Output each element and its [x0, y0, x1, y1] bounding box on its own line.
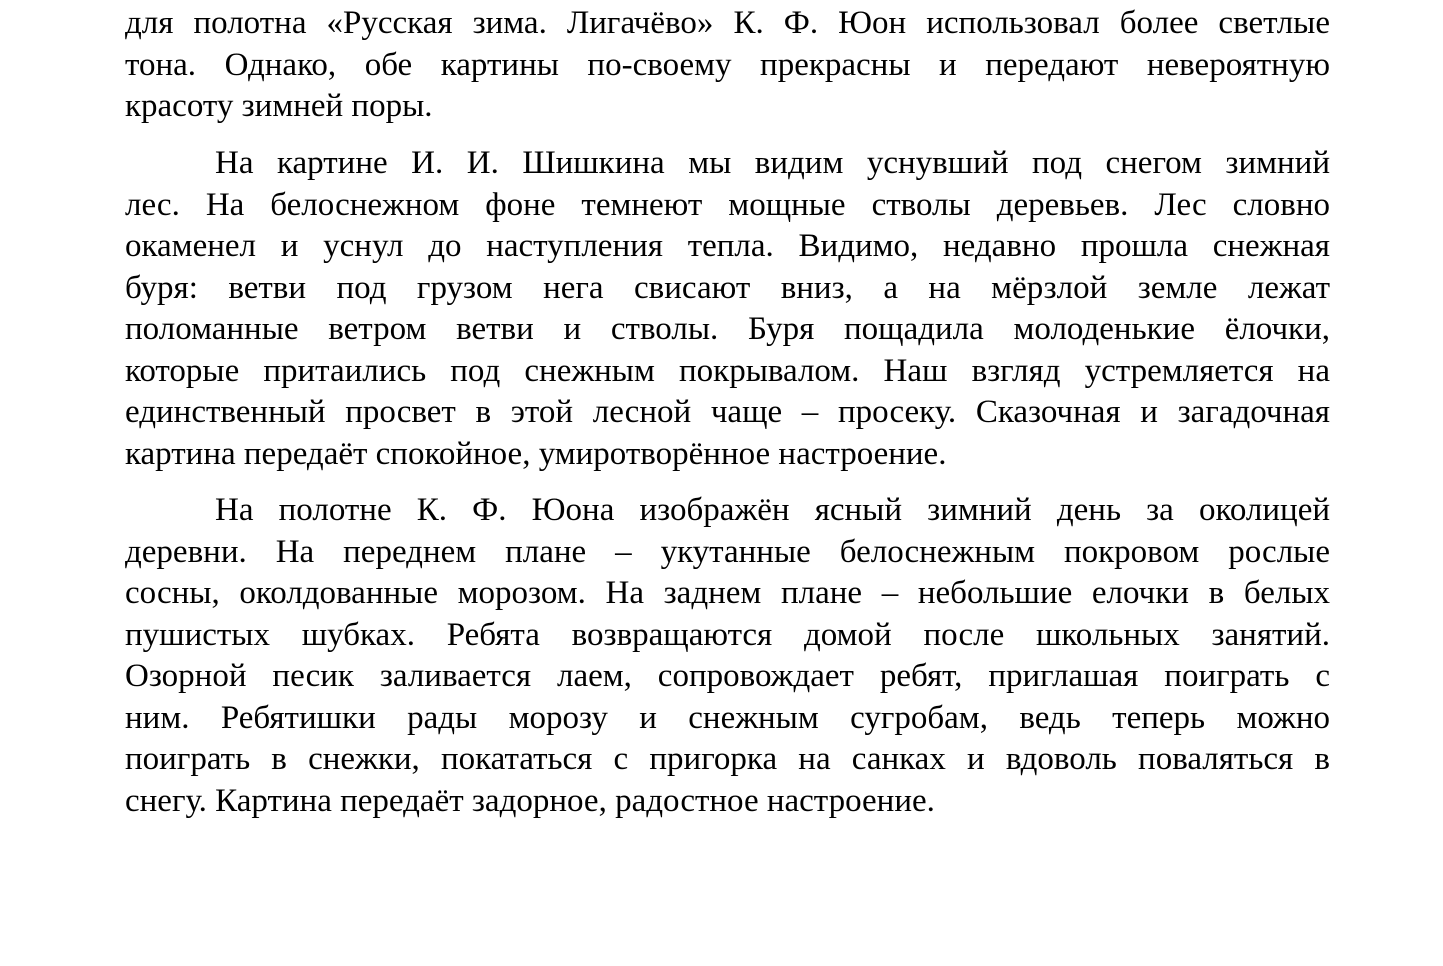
text-line: окаменел и уснул до наступления тепла. Видимо, недавно прошла снежная — [125, 228, 1330, 264]
text-line: буря: ветви под грузом нега свисают вниз, а на мёрзлой земле лежат — [125, 269, 1330, 306]
text-line: лес. На белоснежном фоне темнеют мощные стволы деревьев. Лес словно — [125, 186, 1330, 223]
text-line: сосны, околдованные морозом. На заднем плане – небольшие елочки в белых — [125, 575, 1330, 611]
paragraph-2 — [125, 143, 1330, 475]
text-line: На картине И. И. Шишкина мы видим уснувший под снегом зимний — [215, 145, 1330, 181]
text-line: снегу. Картина передаёт задорное, радостное настроение. — [125, 782, 935, 819]
text-line: деревни. На переднем плане – укутанные белоснежным покровом рослые — [125, 533, 1330, 570]
text-line: Озорной песик заливается лаем, сопровождает ребят, приглашая поиграть с — [125, 658, 1330, 694]
text-line: для полотна «Русская зима. Лигачёво» К. Ф. Юон использовал более светлые — [125, 5, 1330, 41]
text-line: тона. Однако, обе картины по-своему прекрасны и передают невероятную — [125, 46, 1330, 83]
text-line: красоту зимней поры. — [125, 88, 433, 124]
text-line: ним. Ребятишки рады морозу и снежным сугробам, ведь теперь можно — [125, 699, 1330, 736]
text-line: На полотне К. Ф. Юона изображён ясный зимний день за околицей — [215, 492, 1330, 528]
text-line: поломанные ветром ветви и стволы. Буря пощадила молоденькие ёлочки, — [125, 311, 1330, 347]
paragraph-1 — [125, 3, 1330, 128]
text-line: которые притаились под снежным покрывалом. Наш взгляд устремляется на — [125, 352, 1330, 389]
text-line: картина передаёт спокойное, умиротворённое настроение. — [125, 435, 947, 472]
text-line: поиграть в снежки, покататься с пригорка на санках и вдоволь поваляться в — [125, 741, 1330, 777]
paragraph-3 — [125, 490, 1330, 822]
text-line: пушистых шубках. Ребята возвращаются домой после школьных занятий. — [125, 616, 1330, 653]
text-line: единственный просвет в этой лесной чаще – просеку. Сказочная и загадочная — [125, 394, 1330, 430]
